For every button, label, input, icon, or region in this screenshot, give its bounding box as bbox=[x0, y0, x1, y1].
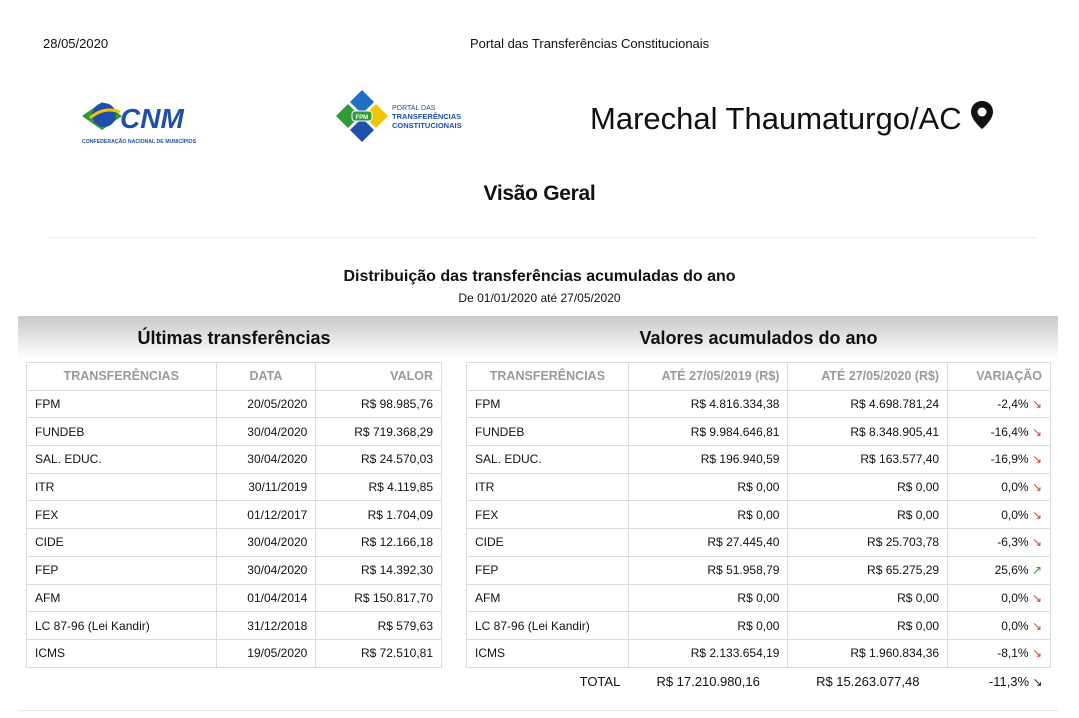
total-variation bbox=[948, 667, 1051, 695]
value-2019: R$ 0,00 bbox=[628, 473, 788, 501]
transfer-name: FEP bbox=[27, 556, 217, 584]
column-header-2020: ATÉ 27/05/2020 (R$) bbox=[788, 363, 948, 391]
trend-down-icon: ↘ bbox=[1029, 674, 1043, 689]
transfer-value: R$ 719.368,29 bbox=[316, 418, 442, 446]
value-2020: R$ 65.275,29 bbox=[788, 556, 948, 584]
value-2019: R$ 4.816.334,38 bbox=[628, 390, 788, 418]
transfer-value: R$ 4.119,85 bbox=[316, 473, 442, 501]
table-row bbox=[27, 529, 442, 557]
variation bbox=[948, 446, 1051, 474]
variation-value: 25,6% bbox=[994, 563, 1029, 578]
table-row bbox=[467, 639, 1051, 667]
portal-logo bbox=[330, 88, 465, 150]
transfer-date: 31/12/2018 bbox=[216, 612, 316, 640]
transfer-value: R$ 72.510,81 bbox=[316, 639, 442, 667]
map-pin-icon bbox=[970, 100, 994, 138]
value-2019: R$ 0,00 bbox=[628, 584, 788, 612]
variation bbox=[948, 473, 1051, 501]
table-row bbox=[467, 529, 1051, 557]
transfer-name: CIDE bbox=[467, 529, 629, 557]
report-date: 28/05/2020 bbox=[43, 36, 109, 51]
table-row bbox=[467, 418, 1051, 446]
transfer-value: R$ 24.570,03 bbox=[316, 446, 442, 474]
cnm-logo-text: CNM bbox=[120, 103, 184, 134]
value-2020: R$ 25.703,78 bbox=[788, 529, 948, 557]
transfer-value: R$ 14.392,30 bbox=[316, 556, 442, 584]
transfer-date: 30/11/2019 bbox=[216, 473, 316, 501]
value-2019: R$ 196.940,59 bbox=[628, 446, 788, 474]
cnm-logo-subtitle: CONFEDERAÇÃO NACIONAL DE MUNICÍPIOS bbox=[82, 139, 197, 145]
trend-up-icon: ↗ bbox=[1028, 563, 1042, 578]
value-2020: R$ 0,00 bbox=[788, 584, 948, 612]
transfer-date: 30/04/2020 bbox=[216, 529, 316, 557]
transfer-value: R$ 1.704,09 bbox=[316, 501, 442, 529]
variation-value: 0,0% bbox=[1001, 590, 1029, 605]
variation-value: -11,3% bbox=[988, 673, 1030, 689]
portal-logo-line1: PORTAL DAS bbox=[392, 105, 436, 112]
city-name: Marechal Thaumaturgo/AC bbox=[590, 101, 962, 136]
cnm-logo bbox=[80, 96, 202, 146]
table-row bbox=[27, 390, 442, 418]
transfer-date: 01/04/2014 bbox=[216, 584, 316, 612]
value-2020: R$ 0,00 bbox=[788, 612, 948, 640]
portal-logo-badge: FPM bbox=[355, 115, 369, 121]
transfer-name: SAL. EDUC. bbox=[467, 446, 629, 474]
trend-down-icon: ↘ bbox=[1028, 424, 1042, 439]
column-header-variation: VARIAÇÃO bbox=[948, 363, 1051, 391]
value-2019: R$ 27.445,40 bbox=[628, 529, 788, 557]
value-2020: R$ 0,00 bbox=[788, 473, 948, 501]
trend-down-icon: ↘ bbox=[1028, 452, 1042, 467]
variation-value: 0,0% bbox=[1001, 618, 1029, 633]
trend-down-icon: ↘ bbox=[1028, 646, 1042, 661]
trend-down-icon: ↘ bbox=[1028, 535, 1042, 550]
table-row bbox=[27, 473, 442, 501]
variation bbox=[948, 556, 1051, 584]
variation-value: -8,1% bbox=[997, 646, 1029, 661]
transfer-name: FEX bbox=[467, 501, 629, 529]
variation-value: -16,4% bbox=[990, 424, 1029, 439]
portal-title: Portal das Transferências Constitucionais bbox=[470, 36, 710, 51]
transfer-value: R$ 579,63 bbox=[316, 612, 442, 640]
table-row bbox=[27, 446, 442, 474]
transfer-name: ICMS bbox=[27, 639, 217, 667]
variation-value: -6,3% bbox=[997, 535, 1029, 550]
column-header-value: VALOR bbox=[316, 363, 442, 391]
table-row bbox=[467, 446, 1051, 474]
transfer-name: FPM bbox=[27, 390, 217, 418]
value-2019: R$ 2.133.654,19 bbox=[628, 639, 788, 667]
transfer-name: SAL. EDUC. bbox=[27, 446, 217, 474]
variation-value: 0,0% bbox=[1001, 480, 1029, 495]
transfer-value: R$ 150.817,70 bbox=[316, 584, 442, 612]
total-2020: R$ 15.263.077,48 bbox=[816, 673, 920, 689]
column-header-transfers: TRANSFERÊNCIAS bbox=[467, 363, 629, 391]
accumulated-title: Valores acumulados do ano bbox=[639, 328, 878, 348]
trend-down-icon: ↘ bbox=[1028, 507, 1042, 522]
transfer-name: CIDE bbox=[27, 529, 217, 557]
table-row bbox=[27, 556, 442, 584]
transfer-name: FUNDEB bbox=[467, 418, 629, 446]
distribution-period: De 01/01/2020 até 27/05/2020 bbox=[458, 291, 621, 305]
transfer-value: R$ 12.166,18 bbox=[316, 529, 442, 557]
variation bbox=[948, 584, 1051, 612]
value-2019: R$ 9.984.646,81 bbox=[628, 418, 788, 446]
trend-down-icon: ↘ bbox=[1028, 397, 1042, 412]
variation-value: 0,0% bbox=[1001, 507, 1029, 522]
variation bbox=[948, 612, 1051, 640]
transfer-name: FPM bbox=[467, 390, 629, 418]
transfer-name: ICMS bbox=[467, 639, 629, 667]
transfer-date: 19/05/2020 bbox=[216, 639, 316, 667]
transfer-name: AFM bbox=[27, 584, 217, 612]
divider bbox=[48, 237, 1036, 238]
value-2020: R$ 1.960.834,36 bbox=[788, 639, 948, 667]
transfer-date: 01/12/2017 bbox=[216, 501, 316, 529]
transfer-date: 30/04/2020 bbox=[216, 446, 316, 474]
last-transfers-title: Últimas transferências bbox=[137, 328, 331, 348]
variation bbox=[948, 390, 1051, 418]
table-row bbox=[27, 639, 442, 667]
trend-down-icon: ↘ bbox=[1028, 480, 1042, 495]
page-title: Visão Geral bbox=[483, 182, 596, 205]
transfer-value: R$ 98.985,76 bbox=[316, 390, 442, 418]
table-row bbox=[467, 584, 1051, 612]
table-row bbox=[467, 390, 1051, 418]
transfer-date: 30/04/2020 bbox=[216, 556, 316, 584]
value-2020: R$ 163.577,40 bbox=[788, 446, 948, 474]
portal-logo-line3: CONSTITUCIONAIS bbox=[392, 121, 462, 130]
table-row bbox=[467, 473, 1051, 501]
value-2019: R$ 0,00 bbox=[628, 612, 788, 640]
last-transfers-table bbox=[26, 362, 442, 668]
trend-down-icon: ↘ bbox=[1028, 590, 1042, 605]
portal-logo-line2: TRANSFERÊNCIAS bbox=[392, 112, 462, 121]
table-header-row bbox=[467, 363, 1051, 391]
variation-value: -2,4% bbox=[997, 397, 1029, 412]
transfer-name: ITR bbox=[467, 473, 629, 501]
table-row bbox=[467, 612, 1051, 640]
column-header-transfers: TRANSFERÊNCIAS bbox=[27, 363, 217, 391]
value-2020: R$ 4.698.781,24 bbox=[788, 390, 948, 418]
accumulated-table bbox=[466, 362, 1051, 695]
variation bbox=[948, 529, 1051, 557]
table-row bbox=[467, 556, 1051, 584]
table-row bbox=[27, 501, 442, 529]
value-2019: R$ 0,00 bbox=[628, 501, 788, 529]
value-2020: R$ 0,00 bbox=[788, 501, 948, 529]
column-header-2019: ATÉ 27/05/2019 (R$) bbox=[628, 363, 788, 391]
variation bbox=[948, 639, 1051, 667]
value-2019: R$ 51.958,79 bbox=[628, 556, 788, 584]
table-row bbox=[27, 612, 442, 640]
total-2019: R$ 17.210.980,16 bbox=[656, 673, 760, 689]
total-label: TOTAL bbox=[579, 673, 621, 689]
transfer-name: LC 87-96 (Lei Kandir) bbox=[27, 612, 217, 640]
table-row bbox=[27, 584, 442, 612]
table-row bbox=[467, 501, 1051, 529]
value-2020: R$ 8.348.905,41 bbox=[788, 418, 948, 446]
transfer-date: 30/04/2020 bbox=[216, 418, 316, 446]
transfer-name: ITR bbox=[27, 473, 217, 501]
variation-value: -16,9% bbox=[990, 452, 1029, 467]
transfer-name: LC 87-96 (Lei Kandir) bbox=[467, 612, 629, 640]
transfer-name: FEP bbox=[467, 556, 629, 584]
transfer-name: FEX bbox=[27, 501, 217, 529]
transfer-date: 20/05/2020 bbox=[216, 390, 316, 418]
table-row bbox=[27, 418, 442, 446]
trend-down-icon: ↘ bbox=[1028, 618, 1042, 633]
distribution-title: Distribuição das transferências acumuladas do ano bbox=[343, 268, 736, 285]
city-title bbox=[590, 100, 994, 138]
total-row bbox=[467, 667, 1051, 695]
bottom-divider bbox=[18, 710, 1058, 711]
variation bbox=[948, 501, 1051, 529]
transfer-name: FUNDEB bbox=[27, 418, 217, 446]
table-header-row bbox=[27, 363, 442, 391]
transfer-name: AFM bbox=[467, 584, 629, 612]
column-header-date: DATA bbox=[216, 363, 316, 391]
variation bbox=[948, 418, 1051, 446]
